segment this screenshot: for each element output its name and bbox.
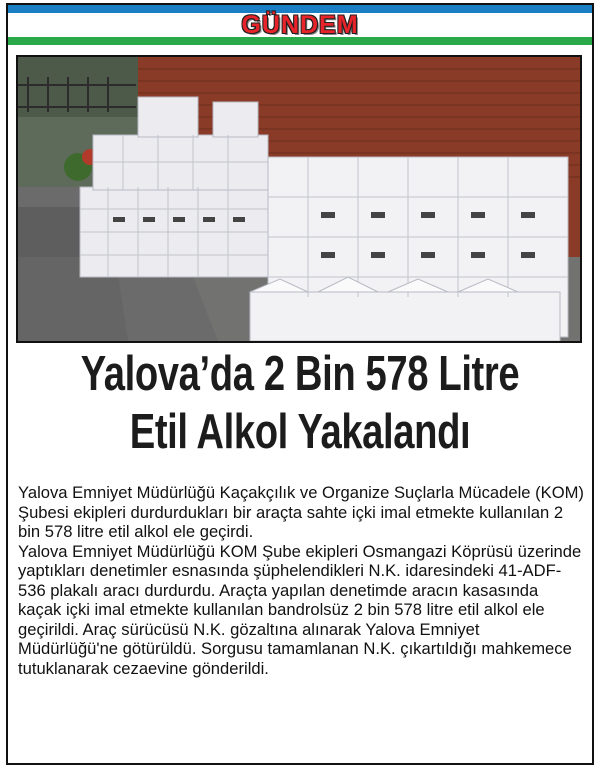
alcohol-boxes-photo [18,57,580,341]
headline-line-2: Etil Alkol Yakalandı [129,405,471,459]
article-body [18,483,584,678]
article-paragraph-1: Yalova Emniyet Müdürlüğü Kaçakçılık ve Organize Suçlarla Mücadele (KOM) Şubesi ekipleri durdurdukları bir araçta sahte içki imal etmekte kullanılan 2 bin 578 litre etil alkol ele geçirdi. [18,483,584,541]
article-headline [72,345,528,461]
news-photo [16,55,582,343]
newspaper-clipping [6,3,594,765]
headline-line-1: Yalova’da 2 Bin 578 Litre [80,347,520,401]
article-paragraph-2: Yalova Emniyet Müdürlüğü KOM Şube ekipleri Osmangazi Köprüsü üzerinde yaptıkları denetimler esnasında şüphelendikleri N.K. idaresindeki 41-ADF-536 plakalı aracı durdurdu. Araçta yapılan denetimde aracın kasasında kaçak içki imal etmekte kullanılan bandrolsüz 2 bin 578 litre etil alkol ele geçirildi. Araç sürücüsü N.K. gözaltına alınarak Yalova Emniyet Müdürlüğü'ne götürüldü. Sorgusu tamamlanan N.K. çıkartıldığı mahkemece tutuklanarak cezaevine gönderildi. [18,541,582,678]
section-title: GÜNDEM [241,11,359,39]
section-header [8,5,592,45]
